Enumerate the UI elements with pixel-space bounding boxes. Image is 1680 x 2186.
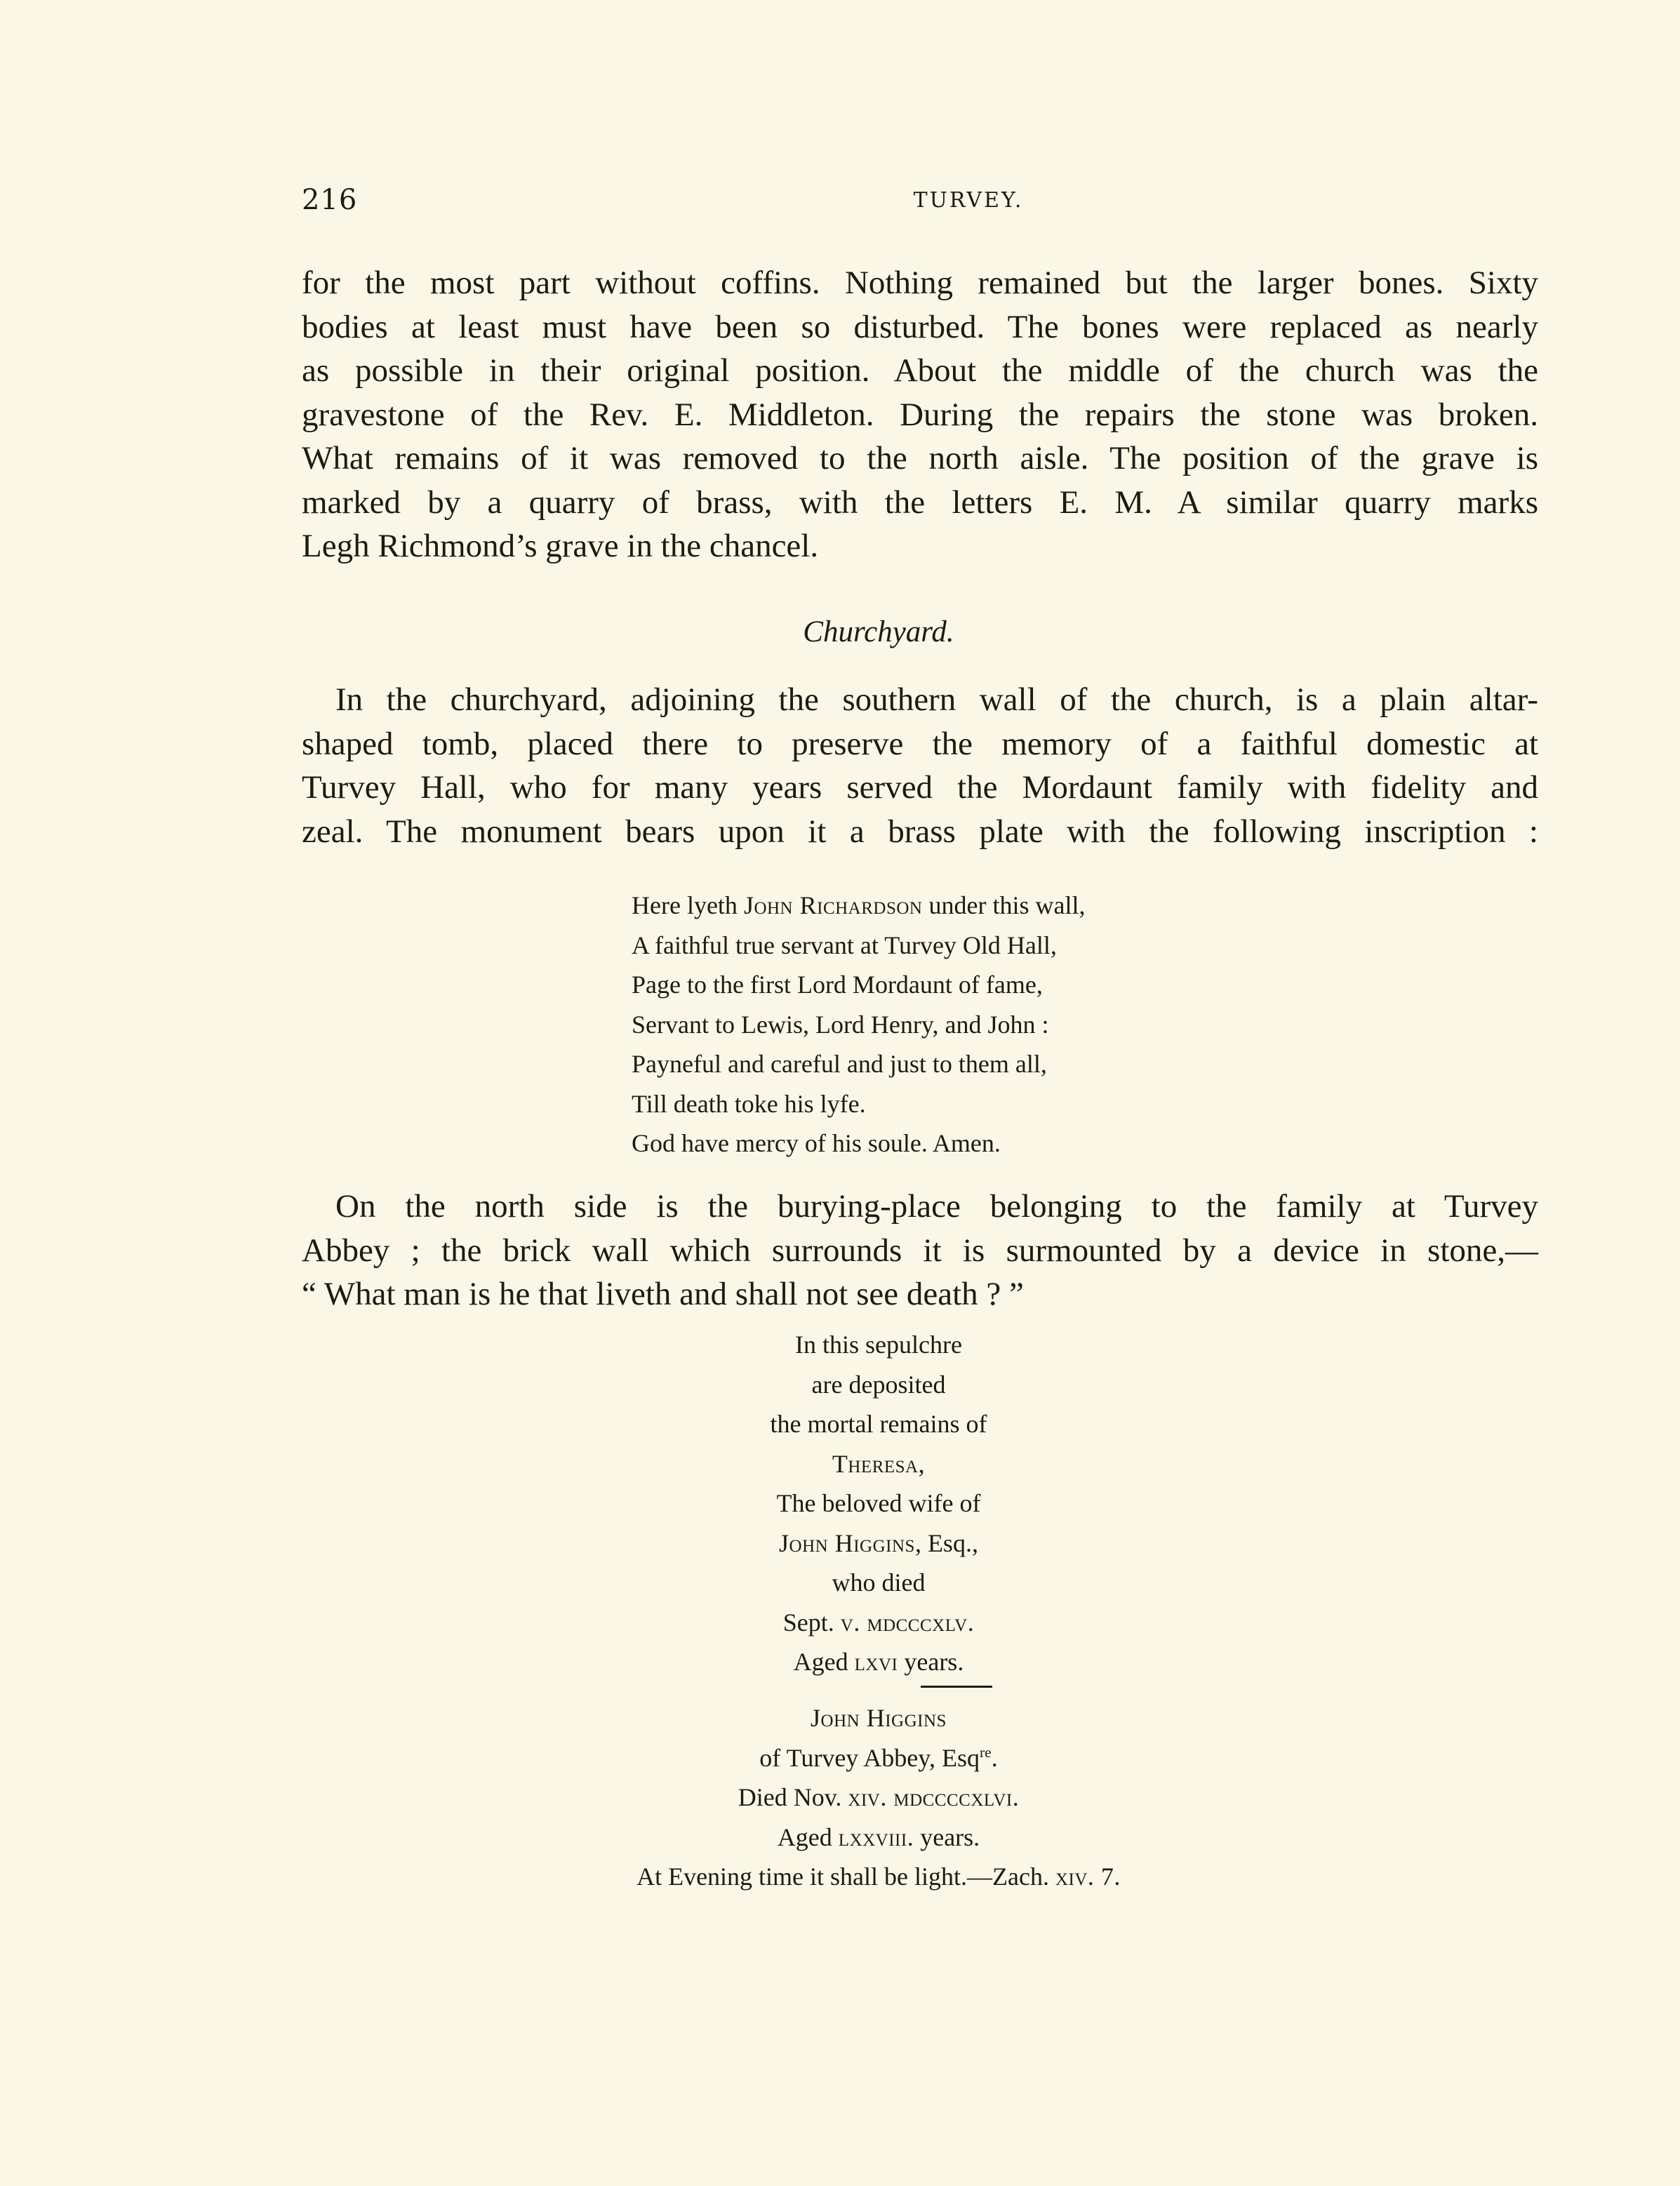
epitaph-text: years. (898, 1648, 964, 1676)
paragraph-line: Legh Richmond’s grave in the chancel. (302, 528, 819, 564)
divider-rule (921, 1686, 992, 1688)
inscription-line: Payneful and careful and just to them all, (632, 1050, 1047, 1078)
epitaph-date: xiv. mdccccxlvi. (848, 1783, 1020, 1811)
epitaph-line (77, 1738, 1680, 1778)
paragraph-church-repairs (302, 261, 1538, 568)
epitaph-text: At Evening time it shall be light.—Zach. (636, 1862, 1055, 1891)
epitaph-age: lxxviii. (838, 1822, 914, 1851)
epitaph-text: Aged (777, 1822, 839, 1851)
epitaph-text: years. (914, 1822, 980, 1851)
epitaph-john-higgins (0, 1698, 1680, 1897)
inscription-line (632, 886, 1085, 926)
paragraph-line: Abbey ; the brick wall which surrounds it is surmounted by a device in stone,— (302, 1232, 1538, 1269)
epitaph-line (77, 1857, 1680, 1897)
paragraph-line: In the churchyard, adjoining the southern wall of the church, is a plain altar- (335, 681, 1538, 718)
epitaph-text: Sept. (782, 1608, 841, 1637)
paragraph-line: as possible in their original position. About the middle of the church was the (302, 352, 1538, 389)
inscription-richardson (632, 886, 1085, 1164)
scripture-reference: xiv. 7. (1055, 1862, 1121, 1891)
paragraph-line: shaped tomb, placed there to preserve the memory of a faithful domestic at (302, 725, 1538, 762)
page-number: 216 (302, 184, 358, 216)
epitaph-line (77, 1778, 1680, 1818)
inscription-line: Servant to Lewis, Lord Henry, and John : (632, 1010, 1049, 1039)
paragraph-line: “ What man is he that liveth and shall not see death ? ” (302, 1276, 1024, 1312)
page-header (302, 184, 1537, 226)
inscription-line: A faithful true servant at Turvey Old Hall, (632, 931, 1057, 959)
epitaph-line: The beloved wife of (776, 1489, 981, 1517)
epitaph-date: v. mdcccxlv. (840, 1608, 975, 1637)
section-heading-churchyard: Churchyard. (803, 615, 954, 648)
inscription-line: Till death toke his lyfe. (632, 1089, 866, 1118)
epitaph-age: lxvi (854, 1648, 898, 1676)
inscription-text: under this wall, (922, 891, 1086, 919)
epitaph-superscript: re (979, 1743, 992, 1761)
paragraph-burying-place (302, 1185, 1538, 1317)
paragraph-line: marked by a quarry of brass, with the letters E. M. A similar quarry marks (302, 484, 1538, 521)
epitaph-line: the mortal remains of (770, 1410, 987, 1438)
epitaph-line: John Higgins (811, 1704, 947, 1732)
running-title: TURVEY. (913, 188, 1024, 213)
paragraph-churchyard-tomb (302, 678, 1538, 853)
paragraph-line: On the north side is the burying-place belonging to the family at Turvey (335, 1188, 1538, 1225)
epitaph-text: of Turvey Abbey, Esq (759, 1743, 980, 1772)
epitaph-line: In this sepulchre (795, 1331, 962, 1359)
paragraph-line: zeal. The monument bears upon it a brass plate with the following inscription : (302, 813, 1538, 850)
epitaph-line (77, 1603, 1680, 1643)
inscription-line: God have mercy of his soule. Amen. (632, 1129, 1001, 1157)
paragraph-line: gravestone of the Rev. E. Middleton. During the repairs the stone was broken. (302, 396, 1538, 433)
paragraph-line: What remains of it was removed to the north aisle. The position of the grave is (302, 440, 1538, 476)
paragraph-line: Turvey Hall, who for many years served the Mordaunt family with fidelity and (302, 769, 1538, 806)
epitaph-text: . (991, 1743, 998, 1772)
epitaph-text: Died Nov. (738, 1783, 848, 1811)
epitaph-name: John Higgins (779, 1528, 915, 1557)
epitaph-line: who died (832, 1568, 926, 1597)
epitaph-text: Aged (793, 1648, 855, 1676)
paragraph-line: for the most part without coffins. Nothing remained but the larger bones. Sixty (302, 265, 1538, 301)
inscription-name: John Richardson (743, 891, 923, 919)
epitaph-line: Theresa, (832, 1449, 926, 1478)
inscription-line: Page to the first Lord Mordaunt of fame, (632, 971, 1043, 999)
paragraph-line: bodies at least must have been so disturbed. The bones were replaced as nearly (302, 308, 1538, 345)
epitaph-theresa (0, 1325, 1680, 1682)
inscription-text: Here lyeth (632, 891, 744, 919)
epitaph-text: , Esq., (914, 1528, 978, 1557)
epitaph-line (77, 1642, 1680, 1682)
epitaph-line: are deposited (811, 1370, 946, 1399)
epitaph-line (77, 1524, 1680, 1564)
epitaph-line (77, 1818, 1680, 1858)
